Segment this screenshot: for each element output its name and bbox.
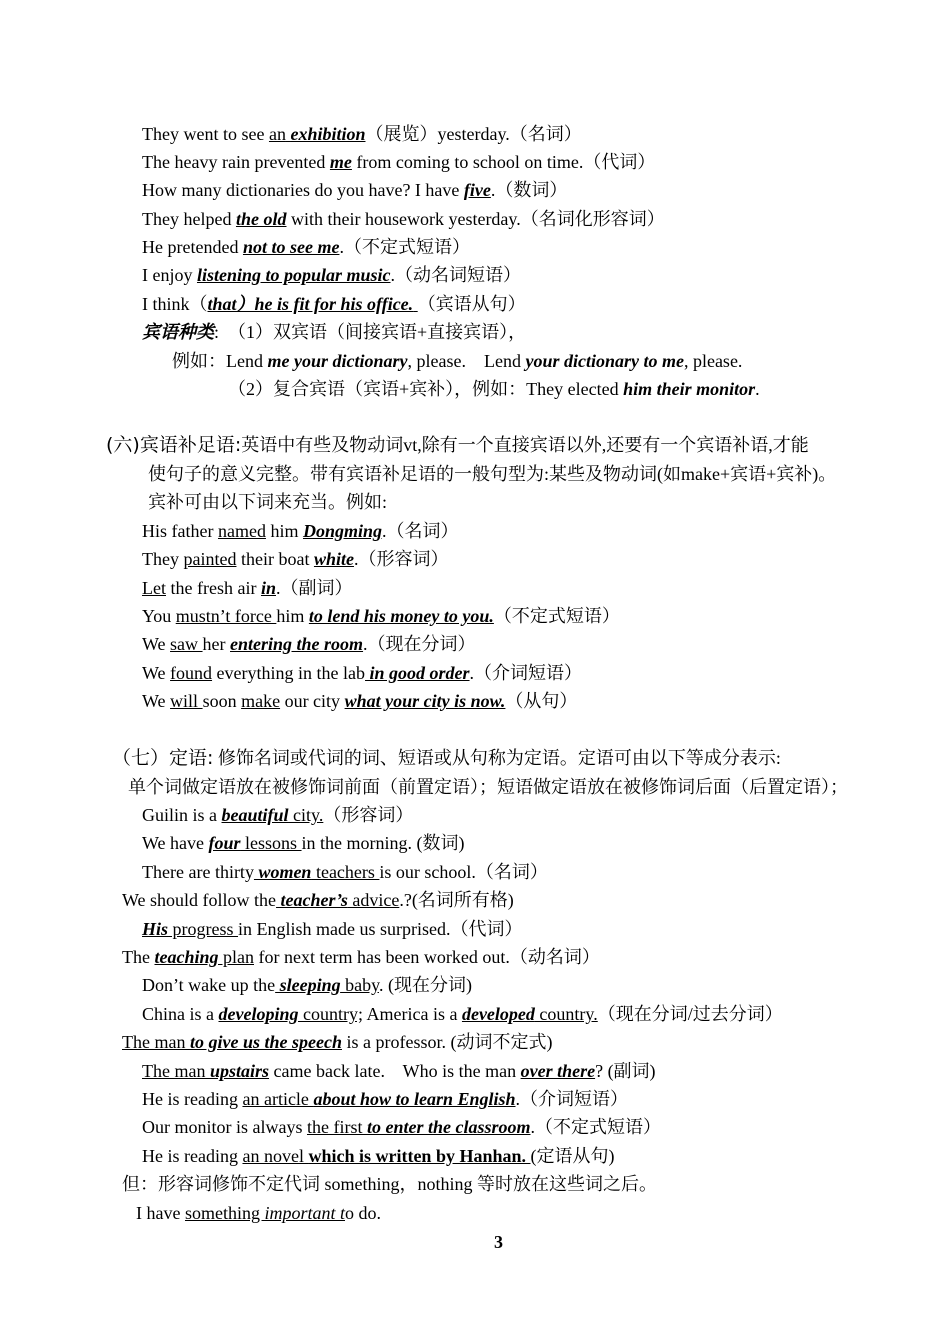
object-types-example-2: （2）复合宾语（宾语+宾补），例如：They elected him their monitor. [228,379,760,399]
page-number: 3 [494,1232,503,1252]
complement-example-4: You mustn’t force him to lend his money to you.（不定式短语） [142,606,620,626]
section-6-heading-line: (六)宾语补足语:英语中有些及物动词vt,除有一个直接宾语以外,还要有一个宾语补语,才能 [106,434,809,456]
attributive-example-4: We should follow the teacher’s advice.?(名词所有格) [122,890,514,910]
section-6-heading: (六)宾语补足语: [106,434,242,456]
complement-example-3: Let the fresh air in.（副词） [142,578,353,598]
object-example-3: How many dictionaries do you have? I have five.（数词） [142,180,568,200]
object-example-4: They helped the old with their housework yesterday.（名词化形容词） [142,209,665,229]
attributive-example-10: The man upstairs came back late. Who is the man over there? (副词) [142,1061,656,1081]
object-types-example-1: 例如：Lend me your dictionary, please. Lend your dictionary to me, please. [172,351,743,371]
object-example-1: They went to see an exhibition（展览）yesterday.（名词） [142,124,582,144]
attributive-example-2: We have four lessons in the morning. (数词) [142,833,465,853]
object-example-5: He pretended not to see me.（不定式短语） [142,237,470,257]
section-7-rule: 单个词做定语放在被修饰词前面（前置定语）；短语做定语放在被修饰词后面（后置定语）； [128,777,848,797]
complement-example-7: We will soon make our city what your city is now.（从句） [142,691,578,711]
attributive-example-7: Don’t wake up the sleeping baby. (现在分词) [142,975,472,995]
attributive-example-3: There are thirty women teachers is our school.（名词） [142,862,548,882]
object-example-6: I enjoy listening to popular music.（动名词短语） [142,265,522,285]
attributive-example-13: He is reading an novel which is written by Hanhan. (定语从句) [142,1146,615,1166]
section-6-intro-3: 宾补可由以下词来充当。例如: [148,492,387,512]
attributive-example-11: He is reading an article about how to learn English.（介词短语） [142,1089,629,1109]
complement-example-1: His father named him Dongming.（名词） [142,521,459,541]
complement-example-2: They painted their boat white.（形容词） [142,549,449,569]
complement-example-6: We found everything in the lab in good order.（介词短语） [142,663,583,683]
attributive-example-5: His progress in English made us surprised.（代词） [142,919,523,939]
attributive-example-1: Guilin is a beautiful city.（形容词） [142,805,414,825]
object-example-2: The heavy rain prevented me from coming to school on time.（代词） [142,152,656,172]
object-example-7: I think（that）he is fit for his office. （宾语从句） [142,294,526,314]
attributive-example-12: Our monitor is always the first to enter the classroom.（不定式短语） [142,1117,661,1137]
section-6-intro-2: 使句子的意义完整。带有宾语补足语的一般句型为:某些及物动词(如make+宾语+宾补)。 [148,464,837,484]
attributive-example-6: The teaching plan for next term has been worked out.（动名词） [122,947,600,967]
complement-example-5: We saw her entering the room.（现在分词） [142,634,476,654]
attributive-example-9: The man to give us the speech is a professor. (动词不定式) [122,1032,553,1052]
object-types-line: 宾语种类: （1）双宾语（间接宾语+直接宾语）， [142,322,527,342]
attributive-last-example: I have something important to do. [136,1203,381,1223]
attributive-example-8: China is a developing country; America is a developed country.（现在分词/过去分词） [142,1004,783,1024]
section-7-heading: （七）定语: [112,747,214,769]
section-7-heading-line: （七）定语: 修饰名词或代词的词、短语或从句称为定语。定语可由以下等成分表示: [112,747,781,769]
attributive-note: 但：形容词修饰不定代词 something，nothing 等时放在这些词之后。 [122,1174,657,1194]
